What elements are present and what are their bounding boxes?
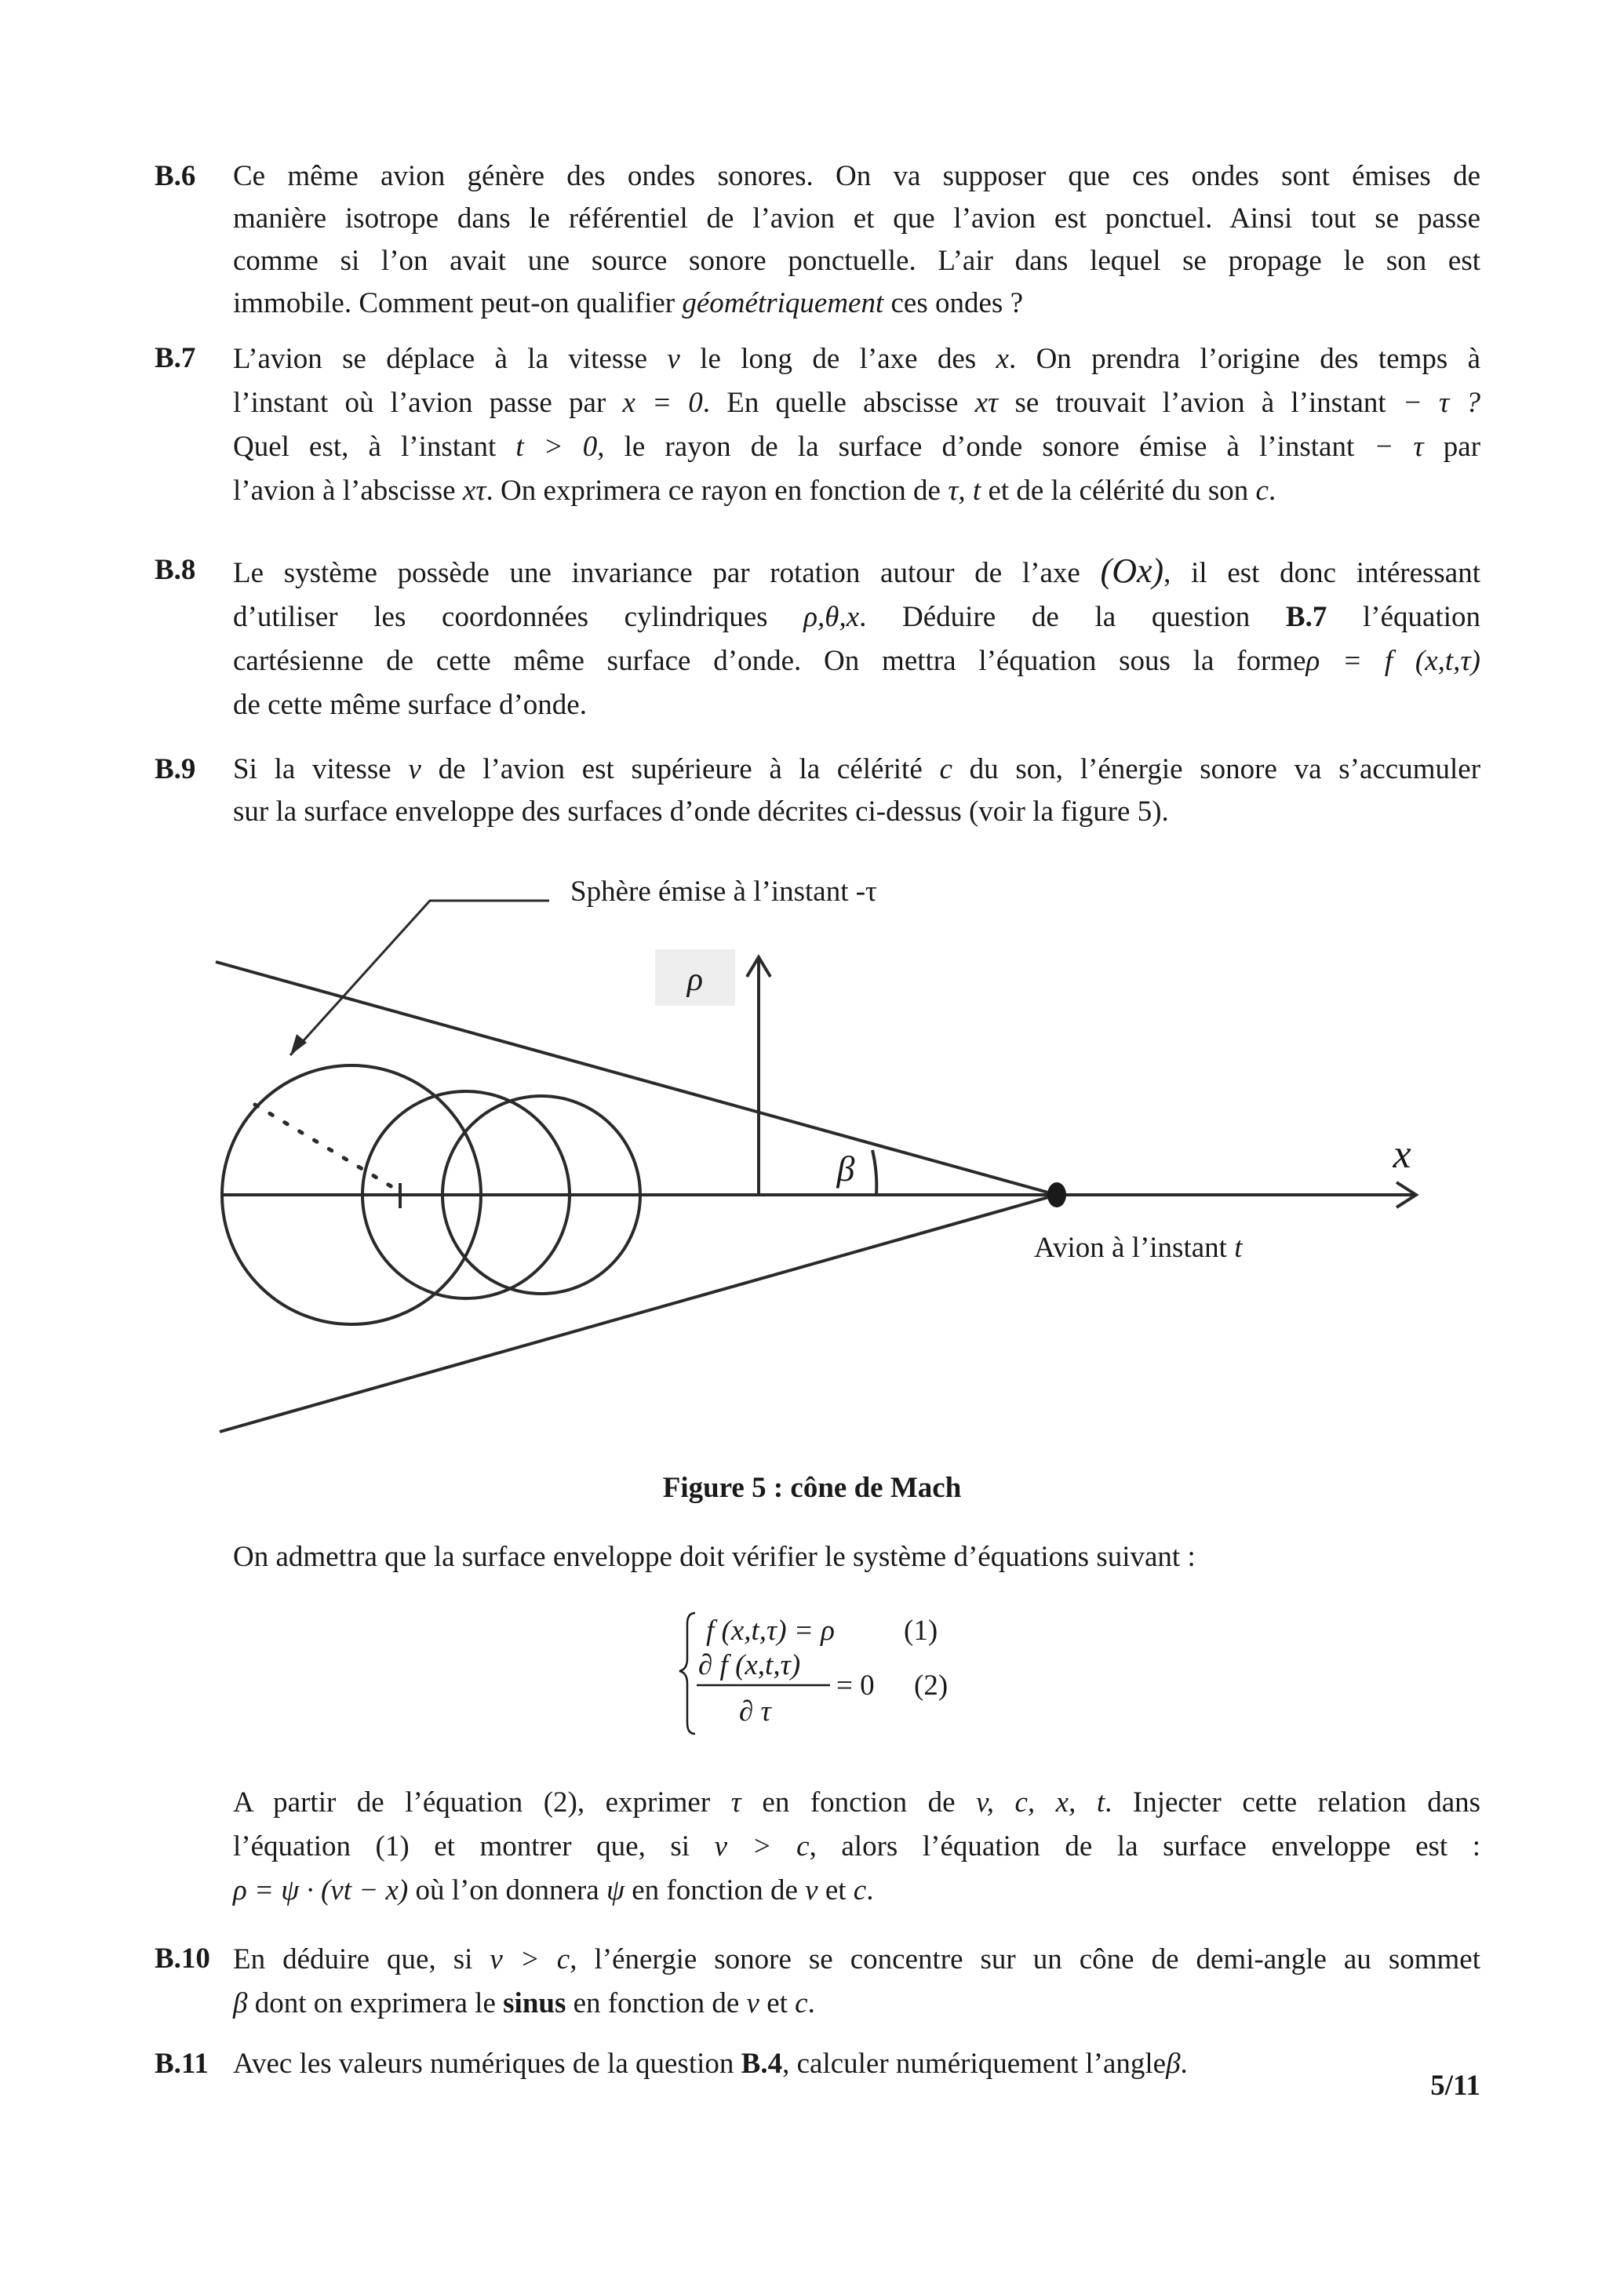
text-line bbox=[233, 2043, 1480, 2085]
text-fragment: Si la vitesse bbox=[233, 753, 391, 785]
text-fragment: Quel est, à l’instant bbox=[233, 431, 497, 463]
question-text bbox=[233, 2043, 1480, 2085]
text-fragment: ces ondes ? bbox=[890, 287, 1023, 319]
math-v: v bbox=[805, 1874, 818, 1906]
equation-1-number: (1) bbox=[904, 1615, 938, 1647]
avion-label-text: Avion à l’instant bbox=[1034, 1232, 1227, 1264]
text-fragment: le long de l’axe des bbox=[700, 343, 977, 375]
text-fragment: du son, l’énergie sonore va s’accumuler bbox=[969, 753, 1481, 785]
text-fragment: En déduire que, si bbox=[233, 1943, 473, 1975]
text-line: manière isotrope dans le référentiel de l’avion et que l’avion est ponctuel. Ainsi tout se passe bbox=[233, 202, 1480, 235]
text-line: de cette même surface d’onde. bbox=[233, 689, 587, 721]
bold-term: sinus bbox=[503, 1987, 566, 2019]
leader-arrowhead bbox=[290, 1034, 307, 1055]
text-fragment: et bbox=[825, 1874, 847, 1906]
text-fragment: , l’énergie sonore se concentre sur un cône de demi-angle au sommet bbox=[570, 1943, 1481, 1975]
text-fragment: , alors l’équation de la surface enveloppe est : bbox=[809, 1830, 1481, 1863]
math-tau: τ bbox=[730, 1786, 741, 1819]
text-fragment: en fonction de bbox=[762, 1786, 956, 1819]
text-fragment: . Injecter cette relation dans bbox=[1105, 1786, 1481, 1819]
math-v-gt-c: v > c bbox=[714, 1830, 810, 1863]
math-x-equals-zero: x = 0 bbox=[622, 387, 703, 419]
avion-label-t: t bbox=[1234, 1232, 1243, 1264]
equation-2-rhs: = 0 bbox=[836, 1670, 875, 1702]
math-cylindrical-coords: ρ,θ,x bbox=[803, 601, 860, 633]
text-fragment: . On exprimera ce rayon en fonction de bbox=[486, 475, 941, 507]
text-fragment: d’utiliser les coordonnées cylindriques bbox=[233, 601, 768, 633]
text-fragment: en fonction de bbox=[632, 1874, 798, 1906]
question-number: B.7 bbox=[155, 342, 196, 374]
text-line: comme si l’on avait une source sonore ponctuelle. L’air dans lequel se propage le son est bbox=[233, 245, 1480, 277]
text-fragment: de l’avion est supérieure à la célérité bbox=[438, 753, 923, 785]
beta-label: β bbox=[836, 1149, 855, 1189]
text-line: Ce même avion génère des ondes sonores. On va supposer que ces ondes sont émises de bbox=[233, 160, 1480, 192]
text-fragment: A partir de l’équation (2), exprimer bbox=[233, 1786, 711, 1819]
text-fragment: dont on exprimera le bbox=[254, 1987, 496, 2019]
equation-system bbox=[675, 1607, 989, 1740]
system-intro: On admettra que la surface enveloppe doit vérifier le système d’équations suivant : bbox=[233, 1541, 1196, 1573]
math-v: v bbox=[667, 343, 680, 375]
page-number: 5/11 bbox=[1430, 2070, 1480, 2102]
text-fragment: , il est donc intéressant bbox=[1163, 557, 1480, 589]
math-rho-equation: ρ = f (x,t,τ) bbox=[1305, 645, 1480, 677]
figure-caption: Figure 5 : cône de Mach bbox=[662, 1472, 962, 1504]
text-fragment: . bbox=[1180, 2048, 1188, 2080]
text-fragment: . En quelle abscisse bbox=[702, 387, 959, 419]
question-number: B.9 bbox=[155, 753, 196, 785]
rho-label: ρ bbox=[686, 962, 704, 998]
text-fragment: . Déduire de la question bbox=[859, 601, 1251, 633]
math-c: c bbox=[1255, 475, 1269, 507]
text-fragment: cartésienne de cette même surface d’onde. On mettra l’équation sous la forme bbox=[233, 645, 1306, 677]
text-fragment: L’avion se déplace à la vitesse bbox=[233, 343, 648, 375]
math-psi: ψ bbox=[606, 1874, 624, 1906]
cone-lower-line bbox=[220, 1195, 1057, 1432]
question-number: B.8 bbox=[155, 554, 196, 586]
text-fragment: l’équation bbox=[1363, 601, 1481, 633]
italic-term: géométriquement bbox=[682, 287, 884, 319]
equation-2-number: (2) bbox=[914, 1670, 949, 1702]
question-text bbox=[233, 1938, 1480, 2026]
math-v-gt-c: v > c bbox=[490, 1943, 570, 1975]
math-minus-tau: − τ ? bbox=[1402, 387, 1480, 419]
text-fragment: l’instant où l’avion passe par bbox=[233, 387, 606, 419]
math-x-tau: xτ bbox=[462, 475, 486, 507]
beta-arc bbox=[872, 1150, 876, 1195]
text-fragment: . bbox=[866, 1874, 874, 1906]
text-fragment: immobile. Comment peut-on qualifier bbox=[233, 287, 675, 319]
equation-2-denominator: ∂ τ bbox=[739, 1695, 771, 1728]
math-x-tau: xτ bbox=[974, 387, 999, 419]
text-fragment: . bbox=[807, 1987, 815, 2019]
math-ox-axis: (Ox) bbox=[1100, 552, 1164, 590]
leader-line bbox=[290, 901, 549, 1055]
math-beta: β bbox=[1166, 2048, 1181, 2080]
text-line bbox=[233, 1938, 1480, 1982]
bold-reference: B.4 bbox=[741, 2048, 783, 2080]
math-c: c bbox=[853, 1874, 867, 1906]
question-number: B.10 bbox=[155, 1943, 210, 1975]
math-minus-tau: − τ bbox=[1374, 431, 1424, 463]
text-fragment: . On prendra l’origine des temps à bbox=[1008, 343, 1481, 375]
text-fragment: , calculer numériquement l’angle bbox=[782, 2048, 1167, 2080]
equation-1: f (x,t,τ) = ρ bbox=[706, 1615, 835, 1647]
envelope-paragraph bbox=[233, 1781, 1480, 1913]
text-fragment: Avec les valeurs numériques de la question bbox=[233, 2048, 734, 2080]
sphere-label: Sphère émise à l’instant -τ bbox=[570, 876, 877, 908]
math-c: c bbox=[795, 1987, 808, 2019]
text-fragment: en fonction de bbox=[573, 1987, 740, 2019]
text-line bbox=[233, 1869, 1480, 1913]
math-beta: β bbox=[233, 1987, 248, 2019]
avion-label bbox=[1034, 1232, 1243, 1264]
text-fragment: se trouvait l’avion à l’instant bbox=[1014, 387, 1386, 419]
text-fragment: et de la célérité du son bbox=[988, 475, 1249, 507]
math-tau-t: τ, t bbox=[948, 475, 981, 507]
text-fragment: par bbox=[1443, 431, 1481, 463]
text-fragment: et bbox=[766, 1987, 788, 2019]
math-c: c bbox=[939, 753, 952, 785]
x-label: x bbox=[1393, 1132, 1411, 1177]
math-v: v bbox=[408, 753, 421, 785]
math-t-positive: t > 0 bbox=[515, 431, 598, 463]
question-number: B.11 bbox=[155, 2048, 209, 2080]
text-line: sur la surface enveloppe des surfaces d’onde décrites ci-dessus (voir la figure 5). bbox=[233, 796, 1169, 828]
text-fragment: . bbox=[1268, 475, 1276, 507]
math-v: v bbox=[746, 1987, 759, 2019]
text-fragment: l’équation (1) et montrer que, si bbox=[233, 1830, 690, 1863]
text-line bbox=[233, 1825, 1480, 1869]
text-fragment: l’avion à l’abscisse bbox=[233, 475, 456, 507]
text-fragment: , le rayon de la surface d’onde sonore émise à l’instant bbox=[597, 431, 1355, 463]
question-number: B.6 bbox=[155, 160, 196, 192]
text-fragment: où l’on donnera bbox=[415, 1874, 599, 1906]
text-line bbox=[233, 1781, 1480, 1825]
text-fragment: Le système possède une invariance par rotation autour de l’axe bbox=[233, 557, 1080, 589]
math-x: x bbox=[996, 343, 1009, 375]
bold-reference: B.7 bbox=[1285, 601, 1327, 633]
math-envelope-equation: ρ = ψ · (vt − x) bbox=[233, 1874, 409, 1906]
equation-2-numerator: ∂ f (x,t,τ) bbox=[698, 1649, 801, 1681]
text-line bbox=[233, 1982, 1480, 2026]
plane-dot bbox=[1047, 1182, 1066, 1207]
math-vcxt: v, c, x, t bbox=[976, 1786, 1105, 1819]
system-brace bbox=[679, 1613, 695, 1734]
